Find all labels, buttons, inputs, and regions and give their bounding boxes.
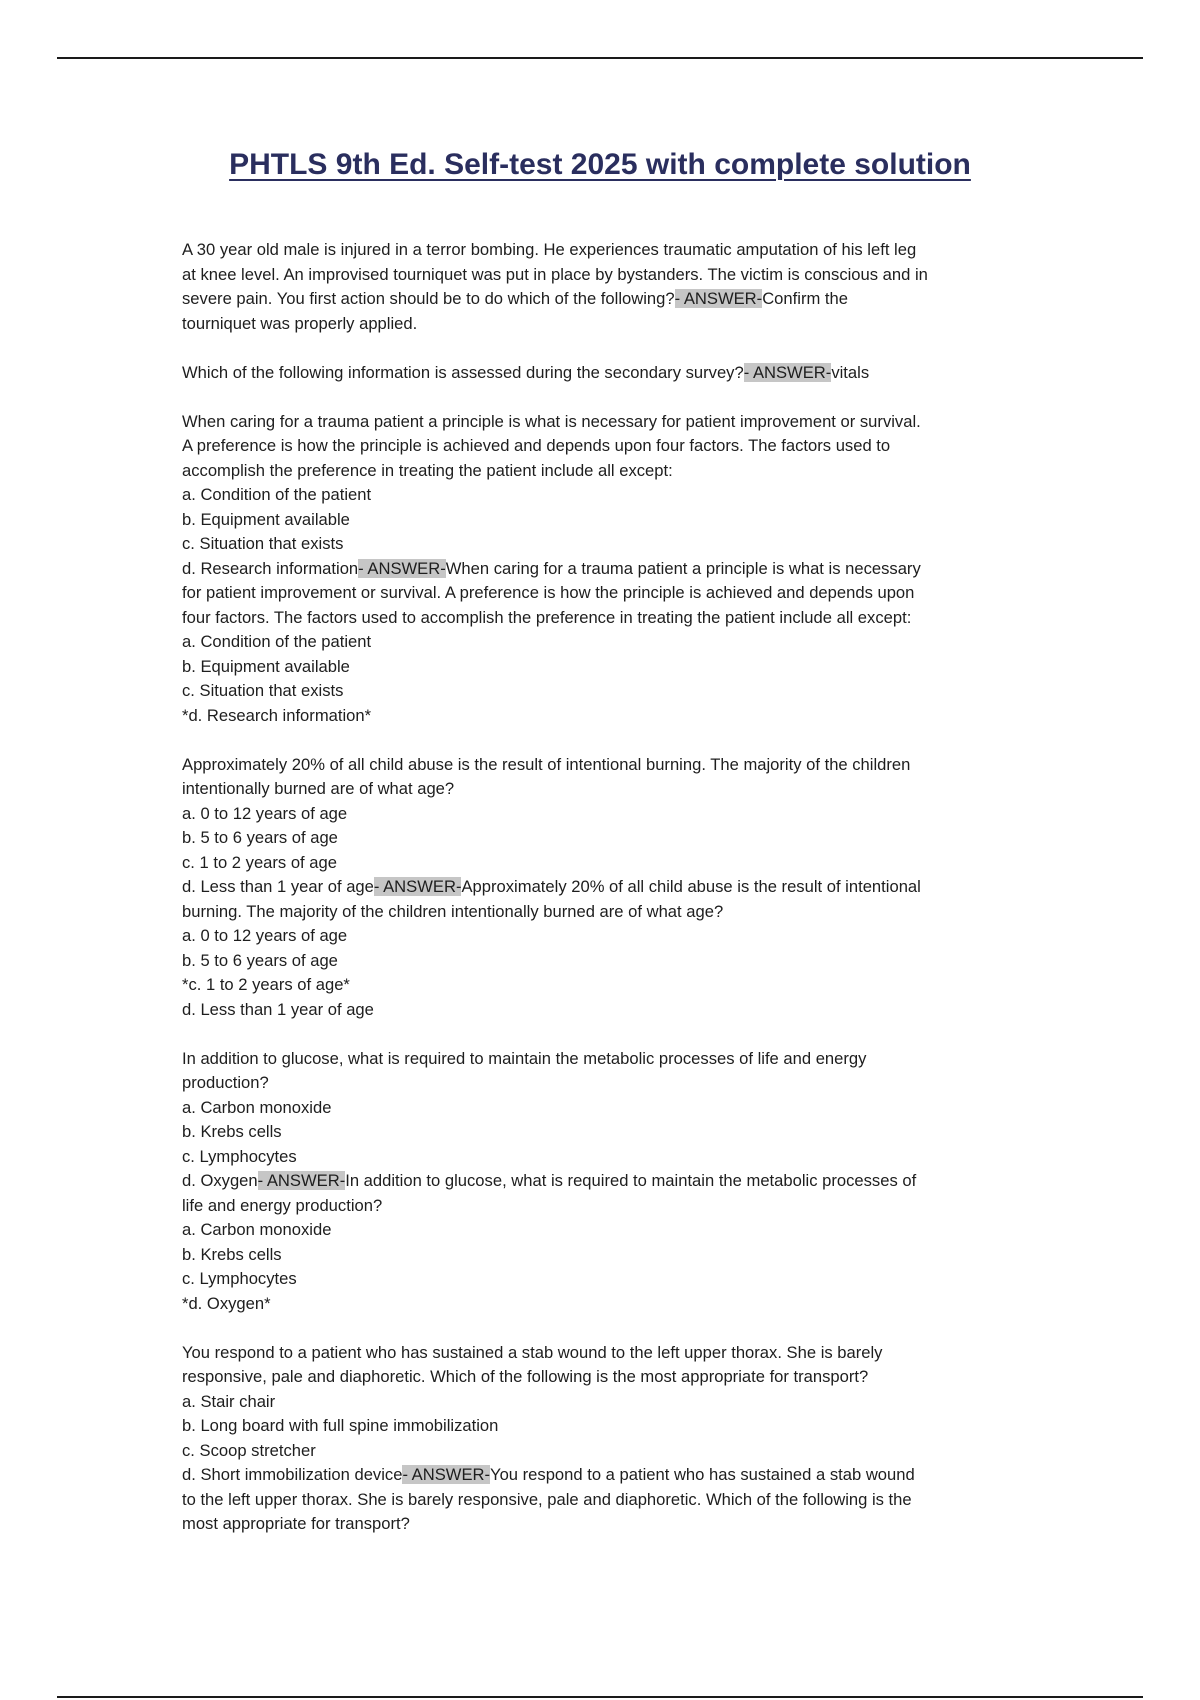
- text-line: [182, 1512, 1020, 1537]
- line-text: life and energy production?: [182, 1195, 383, 1215]
- line-text: severe pain. You first action should be to do which of the following?: [182, 289, 675, 308]
- line-text: tourniquet was properly applied.: [182, 313, 418, 333]
- text-line: [182, 704, 1020, 729]
- line-text: A preference is how the principle is achieved and depends upon four factors. The factors used to: [182, 436, 891, 455]
- line-text: production?: [182, 1073, 269, 1092]
- line-text: d. Research information: [182, 558, 359, 578]
- text-line: [182, 508, 1020, 533]
- answer-marker: - ANSWER-: [358, 558, 446, 578]
- answer-marker: - ANSWER-: [373, 877, 462, 896]
- text-line: [182, 900, 1020, 925]
- text-line: [182, 312, 1020, 337]
- line-text: c. Scoop stretcher: [182, 1440, 316, 1460]
- text-line: [182, 973, 1020, 998]
- text-line: [182, 434, 1020, 459]
- answer-marker: - ANSWER-: [402, 1465, 491, 1484]
- line-text: Which of the following information is assessed during the secondary survey?: [182, 362, 744, 382]
- line-text: most appropriate for transport?: [182, 1514, 410, 1533]
- line-text: b. 5 to 6 years of age: [182, 828, 338, 847]
- line-text: c. Situation that exists: [182, 681, 344, 700]
- text-line: [182, 1463, 1020, 1488]
- line-text: b. Equipment available: [182, 509, 350, 529]
- text-line: [182, 606, 1020, 631]
- text-line: [182, 1194, 1020, 1219]
- line-text: d. Oxygen: [182, 1171, 258, 1190]
- line-text: a. Carbon monoxide: [182, 1097, 332, 1117]
- text-line: [182, 1145, 1020, 1170]
- line-text: When caring for a trauma patient a principle is what is necessary for patient improvement or survival.: [182, 411, 921, 431]
- line-text: burning. The majority of the children intentionally burned are of what age?: [182, 901, 724, 921]
- line-text: c. 1 to 2 years of age: [182, 852, 337, 872]
- answer-marker: - ANSWER-: [743, 362, 832, 382]
- line-text: to the left upper thorax. She is barely responsive, pale and diaphoretic. Which of the following is the: [182, 1489, 912, 1509]
- line-text: intentionally burned are of what age?: [182, 779, 455, 798]
- text-line: [182, 532, 1020, 557]
- line-text: c. Lymphocytes: [182, 1269, 297, 1288]
- line-text: four factors. The factors used to accomplish the preference in treating the patient include all except:: [182, 607, 912, 627]
- line-text: a. 0 to 12 years of age: [182, 926, 348, 945]
- qa-block: [182, 1341, 1020, 1537]
- text-line: [182, 1341, 1020, 1366]
- text-line: [182, 753, 1020, 778]
- qa-block: [182, 238, 1020, 336]
- text-line: [182, 1488, 1020, 1513]
- text-line: [182, 777, 1020, 802]
- answer-text: You respond to a patient who has sustained a stab wound: [490, 1465, 915, 1484]
- answer-text: Confirm the: [762, 289, 848, 308]
- text-line: [182, 238, 1020, 263]
- line-text: b. 5 to 6 years of age: [182, 950, 338, 970]
- text-line: [182, 1047, 1020, 1072]
- text-line: [182, 802, 1020, 827]
- text-line: [182, 1390, 1020, 1415]
- answer-marker: - ANSWER-: [257, 1171, 346, 1190]
- text-line: [182, 924, 1020, 949]
- text-line: [182, 1267, 1020, 1292]
- line-text: d. Short immobilization device: [182, 1465, 403, 1484]
- line-text: c. Lymphocytes: [182, 1146, 297, 1166]
- line-text: a. 0 to 12 years of age: [182, 803, 348, 823]
- qa-block: [182, 410, 1020, 729]
- text-line: [182, 581, 1020, 606]
- line-text: a. Stair chair: [182, 1391, 276, 1411]
- line-text: In addition to glucose, what is required to maintain the metabolic processes of life and energy: [182, 1048, 867, 1068]
- text-line: [182, 1096, 1020, 1121]
- line-text: c. Situation that exists: [182, 534, 344, 553]
- qa-block: [182, 753, 1020, 1023]
- line-text: *d. Research information*: [182, 705, 372, 725]
- qa-block: [182, 361, 1020, 386]
- text-line: [182, 875, 1020, 900]
- line-text: responsive, pale and diaphoretic. Which of the following is the most appropriate for transport?: [182, 1367, 869, 1386]
- qa-content: [182, 238, 1020, 1561]
- line-text: a. Condition of the patient: [182, 485, 372, 504]
- text-line: [182, 287, 1020, 312]
- line-text: *d. Oxygen*: [182, 1293, 271, 1313]
- line-text: d. Less than 1 year of age: [182, 999, 374, 1019]
- text-line: [182, 998, 1020, 1023]
- text-line: [182, 1218, 1020, 1243]
- text-line: [182, 263, 1020, 288]
- document-title: PHTLS 9th Ed. Self-test 2025 with complete solution: [229, 148, 971, 181]
- text-line: [182, 851, 1020, 876]
- line-text: b. Equipment available: [182, 656, 350, 676]
- text-line: [182, 655, 1020, 680]
- line-text: b. Krebs cells: [182, 1244, 282, 1264]
- line-text: accomplish the preference in treating the patient include all except:: [182, 460, 673, 480]
- line-text: You respond to a patient who has sustained a stab wound to the left upper thorax. She is barely: [182, 1342, 883, 1362]
- line-text: d. Less than 1 year of age: [182, 877, 374, 896]
- line-text: a. Carbon monoxide: [182, 1220, 332, 1239]
- text-line: [182, 1414, 1020, 1439]
- text-line: [182, 1169, 1020, 1194]
- line-text: Approximately 20% of all child abuse is the result of intentional burning. The majority of the children: [182, 754, 911, 774]
- text-line: [182, 361, 1020, 386]
- text-line: [182, 459, 1020, 484]
- line-text: A 30 year old male is injured in a terror bombing. He experiences traumatic amputation of his left leg: [182, 240, 917, 259]
- text-line: [182, 410, 1020, 435]
- text-line: [182, 557, 1020, 582]
- text-line: [182, 949, 1020, 974]
- text-line: [182, 1071, 1020, 1096]
- bottom-rule: [57, 1696, 1143, 1698]
- text-line: [182, 1439, 1020, 1464]
- line-text: b. Long board with full spine immobilization: [182, 1416, 499, 1435]
- answer-text: vitals: [831, 362, 870, 382]
- text-line: [182, 1120, 1020, 1145]
- answer-text: When caring for a trauma patient a principle is what is necessary: [445, 558, 921, 578]
- text-line: [182, 1243, 1020, 1268]
- line-text: for patient improvement or survival. A preference is how the principle is achieved and depends upon: [182, 583, 915, 602]
- text-line: [182, 1365, 1020, 1390]
- line-text: *c. 1 to 2 years of age*: [182, 975, 350, 994]
- answer-marker: - ANSWER-: [674, 289, 763, 308]
- text-line: [182, 630, 1020, 655]
- answer-text: In addition to glucose, what is required to maintain the metabolic processes of: [345, 1171, 917, 1190]
- line-text: a. Condition of the patient: [182, 632, 372, 651]
- line-text: at knee level. An improvised tourniquet was put in place by bystanders. The victim is conscious and in: [182, 264, 928, 284]
- text-line: [182, 679, 1020, 704]
- text-line: [182, 826, 1020, 851]
- text-line: [182, 483, 1020, 508]
- qa-block: [182, 1047, 1020, 1317]
- text-line: [182, 1292, 1020, 1317]
- line-text: b. Krebs cells: [182, 1122, 282, 1141]
- answer-text: Approximately 20% of all child abuse is the result of intentional: [461, 877, 921, 896]
- top-rule: [57, 57, 1143, 59]
